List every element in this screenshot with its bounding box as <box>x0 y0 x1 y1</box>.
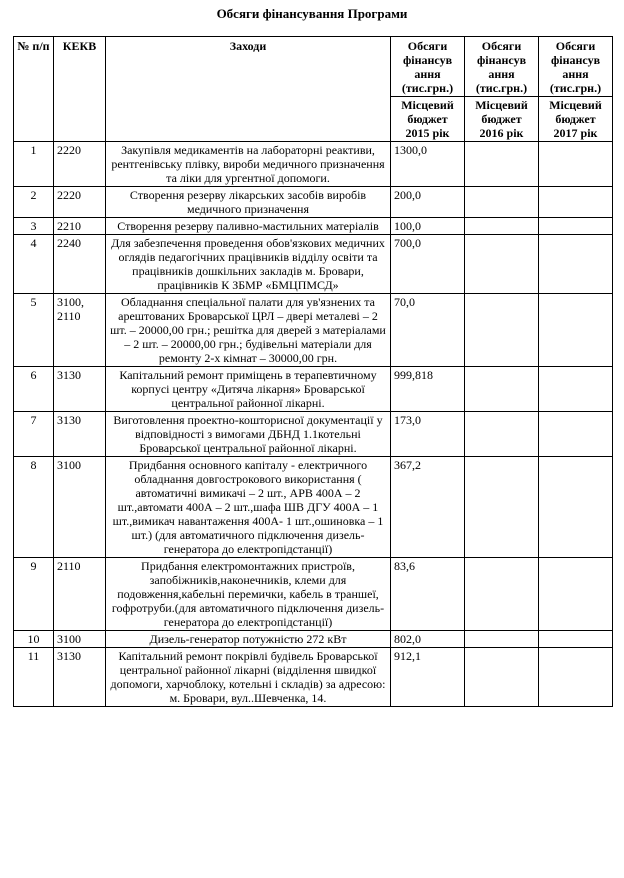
row-kekv: 2220 <box>54 187 106 218</box>
row-amount-2016 <box>465 457 539 558</box>
row-amount-2016 <box>465 367 539 412</box>
row-measure: Виготовлення проектно-кошторисної документації у відповідності з вимогами ДБНД 1.1котельні Броварської центральної районної лікарні. <box>106 412 391 457</box>
row-kekv: 3130 <box>54 648 106 707</box>
row-amount-2017 <box>539 142 613 187</box>
row-amount-2015: 912,1 <box>391 648 465 707</box>
header-2017-top: Обсяги фінансув ання (тис.грн.) <box>539 39 612 97</box>
row-kekv: 3130 <box>54 412 106 457</box>
row-kekv: 3130 <box>54 367 106 412</box>
row-measure: Дизель-генератор потужністю 272 кВт <box>106 631 391 648</box>
row-amount-2016 <box>465 631 539 648</box>
header-2016 <box>465 37 539 142</box>
row-number: 4 <box>14 235 54 294</box>
financing-table <box>13 36 613 707</box>
table-row <box>14 631 613 648</box>
table-body <box>14 142 613 707</box>
row-amount-2016 <box>465 187 539 218</box>
header-num <box>14 37 54 142</box>
row-kekv: 3100 <box>54 631 106 648</box>
header-2015 <box>391 37 465 142</box>
row-kekv: 2220 <box>54 142 106 187</box>
row-amount-2016 <box>465 235 539 294</box>
row-measure: Закупівля медикаментів на лабораторні реактиви, рентгенівську плівку, вироби медичного призначення та ліки для ургентної допомоги. <box>106 142 391 187</box>
row-kekv: 2110 <box>54 558 106 631</box>
row-measure: Капітальний ремонт покрівлі будівель Броварської центральної районної лікарні (відділення швидкої допомоги, харчоблоку, котельні і складів) за адресою: м. Бровари, вул..Шевченка, 14. <box>106 648 391 707</box>
row-amount-2016 <box>465 558 539 631</box>
row-kekv: 3100 <box>54 457 106 558</box>
row-amount-2015: 83,6 <box>391 558 465 631</box>
row-amount-2015: 367,2 <box>391 457 465 558</box>
row-amount-2015: 700,0 <box>391 235 465 294</box>
table-row <box>14 187 613 218</box>
header-kekv <box>54 37 106 142</box>
row-number: 11 <box>14 648 54 707</box>
row-amount-2017 <box>539 187 613 218</box>
table-row <box>14 367 613 412</box>
table-row <box>14 218 613 235</box>
row-kekv: 2240 <box>54 235 106 294</box>
row-amount-2015: 70,0 <box>391 294 465 367</box>
row-amount-2016 <box>465 412 539 457</box>
row-measure: Придбання електромонтажних пристроїв, запобіжників,наконечників, клеми для подовження,кабельні перемички, кабель в траншеї, гофротруби.(для автоматичного підключення дизель-генератора до електропідстанції) <box>106 558 391 631</box>
row-amount-2015: 999,818 <box>391 367 465 412</box>
header-2017 <box>539 37 613 142</box>
header-2016-top: Обсяги фінансув ання (тис.грн.) <box>465 39 538 97</box>
row-number: 10 <box>14 631 54 648</box>
table-header-row <box>14 37 613 142</box>
row-measure: Створення резерву паливно-мастильних матеріалів <box>106 218 391 235</box>
table-row <box>14 457 613 558</box>
header-2017-year: Місцевий бюджет 2017 рік <box>549 98 602 140</box>
header-num-label: № п/п <box>17 39 50 53</box>
header-2015-year: Місцевий бюджет 2015 рік <box>401 98 454 140</box>
row-number: 3 <box>14 218 54 235</box>
row-number: 7 <box>14 412 54 457</box>
table-row <box>14 412 613 457</box>
row-amount-2017 <box>539 648 613 707</box>
row-amount-2016 <box>465 294 539 367</box>
row-amount-2016 <box>465 648 539 707</box>
table-row <box>14 235 613 294</box>
row-number: 5 <box>14 294 54 367</box>
row-amount-2017 <box>539 218 613 235</box>
row-kekv: 3100, 2110 <box>54 294 106 367</box>
row-number: 2 <box>14 187 54 218</box>
row-amount-2017 <box>539 631 613 648</box>
row-amount-2017 <box>539 457 613 558</box>
row-amount-2017 <box>539 412 613 457</box>
row-measure: Створення резерву лікарських засобів виробів медичного призначення <box>106 187 391 218</box>
table-row <box>14 142 613 187</box>
table-row <box>14 648 613 707</box>
table-row <box>14 558 613 631</box>
row-measure: Придбання основного капіталу - електричного обладнання довгострокового використання ( автоматичні вимикачі – 2 шт., АРВ 400А – 2 шт.,автомати 400А – 2 шт.,шафа ШВ ДГУ 400А – 1 шт.,вимикач навантаження 400А- 1 шт.,ошиновка – 1 шт.) (для автоматичного підключення дизель-генератора до електропідстанції) <box>106 457 391 558</box>
row-amount-2015: 200,0 <box>391 187 465 218</box>
row-number: 9 <box>14 558 54 631</box>
row-amount-2017 <box>539 294 613 367</box>
row-amount-2015: 100,0 <box>391 218 465 235</box>
row-kekv: 2210 <box>54 218 106 235</box>
row-amount-2015: 802,0 <box>391 631 465 648</box>
row-amount-2017 <box>539 558 613 631</box>
header-2016-year: Місцевий бюджет 2016 рік <box>475 98 528 140</box>
header-2015-top: Обсяги фінансув ання (тис.грн.) <box>391 39 464 97</box>
row-number: 1 <box>14 142 54 187</box>
header-measures <box>106 37 391 142</box>
header-measures-label: Заходи <box>229 39 267 53</box>
row-amount-2015: 1300,0 <box>391 142 465 187</box>
header-kekv-label: КЕКВ <box>62 39 97 53</box>
row-measure: Для забезпечення проведення обов'язкових медичних оглядів педагогічних працівників відділу освіти та працівників дошкільних закладів м. Бровари, працівників К ЗБМР «БМЦПМСД» <box>106 235 391 294</box>
row-amount-2016 <box>465 142 539 187</box>
row-amount-2017 <box>539 367 613 412</box>
row-number: 8 <box>14 457 54 558</box>
row-amount-2015: 173,0 <box>391 412 465 457</box>
table-row <box>14 294 613 367</box>
row-measure: Капітальний ремонт приміщень в терапевтичному корпусі центру «Дитяча лікарня» Броварської центральної районної лікарні. <box>106 367 391 412</box>
row-number: 6 <box>14 367 54 412</box>
row-measure: Обладнання спеціальної палати для ув'язнених та арештованих Броварської ЦРЛ – двері металеві – 2 шт. – 20000,00 грн.; решітка для дверей з матеріалами – 2 шт. – 20000,00 грн.; будівельні матеріали для ремонту 2-х кімнат – 30000,00 грн. <box>106 294 391 367</box>
row-amount-2016 <box>465 218 539 235</box>
document-title: Обсяги фінансування Програми <box>216 6 408 21</box>
row-amount-2017 <box>539 235 613 294</box>
